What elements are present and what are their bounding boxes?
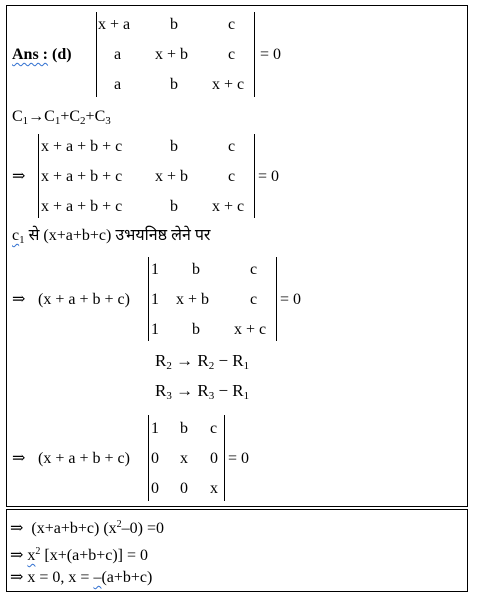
factor-out-note: $c_1$ से (x+a+b+c) उभयनिष्ठ लेने पर [12, 227, 211, 246]
det4-left-bar [148, 415, 149, 501]
det4-r3c3: x [210, 480, 218, 497]
det3-r2c2: x + b [176, 291, 210, 308]
det4-r1c3: c [210, 420, 218, 437]
det1-r3c2: b [170, 76, 178, 93]
det1-r1c1: x + a [98, 16, 131, 33]
det3-rhs: = 0 [280, 291, 302, 308]
det3-r1c2: b [192, 261, 200, 278]
det1-left-bar [96, 12, 97, 97]
det3-left-bar [148, 257, 149, 341]
det1-r2c3: c [228, 46, 236, 63]
det4-r1c2: b [180, 420, 188, 437]
implies-arrow-2: ⇒ [12, 291, 26, 308]
det4-r2c3: 0 [210, 450, 218, 467]
det1-r1c3: c [228, 16, 236, 33]
det3-r1c3: c [250, 261, 258, 278]
row-operation-1: $R_2 \to R_2 - R_1$ [155, 351, 250, 372]
det2-r3c2: b [170, 198, 178, 215]
det3-r2c3: c [250, 291, 258, 308]
det2-left-bar [38, 134, 39, 218]
det2-r2c1: x + a + b + c [41, 168, 123, 185]
det2-r1c3: c [228, 138, 236, 155]
det4-r2c2: x [180, 450, 188, 467]
det3-r3c2: b [192, 321, 200, 338]
det2-right-bar [254, 134, 255, 218]
det2-r3c3: x + c [212, 198, 245, 215]
final-line-3: ⇒ x = 0, x = –(a+b+c) [10, 569, 153, 586]
det2-r2c2: x + b [155, 168, 189, 185]
det1-rhs: = 0 [260, 46, 282, 63]
implies-arrow-3: ⇒ [12, 450, 26, 467]
det3-r3c1: 1 [151, 321, 159, 338]
det3-r1c1: 1 [151, 261, 159, 278]
det1-r1c2: b [170, 16, 178, 33]
det4-r2c1: 0 [151, 450, 159, 467]
det4-rhs: = 0 [228, 450, 250, 467]
det2-r3c1: x + a + b + c [41, 198, 123, 215]
det3-right-bar [276, 257, 277, 341]
det4-right-bar [224, 415, 225, 501]
det4-r1c1: 1 [151, 420, 159, 437]
det1-r3c1: a [114, 76, 122, 93]
det4-factor: (x + a + b + c) [38, 450, 130, 467]
implies-arrow-1: ⇒ [12, 168, 26, 185]
det1-r2c2: x + b [155, 46, 189, 63]
det3-r2c1: 1 [151, 291, 159, 308]
det3-factor: (x + a + b + c) [38, 291, 130, 308]
det2-r2c3: c [228, 168, 236, 185]
final-line-2: ⇒ $x^2$ [x+(a+b+c)] = 0 [10, 546, 149, 564]
det3-r3c3: x + c [234, 321, 267, 338]
det1-r2c1: a [114, 46, 122, 63]
det4-r3c2: 0 [180, 480, 188, 497]
row-operation-2: $R_3 \to R_3 - R_1$ [155, 381, 250, 402]
det1-right-bar [254, 12, 255, 97]
det4-r3c1: 0 [151, 480, 159, 497]
final-line-1: ⇒ (x+a+b+c) $(x^2-0) =0$ [10, 519, 165, 537]
det2-r1c1: x + a + b + c [41, 138, 123, 155]
column-operation: $C_1\to C_1+C_2+C_3$ [12, 108, 111, 127]
det2-rhs: = 0 [258, 168, 280, 185]
answer-label: Ans : (d) [12, 46, 72, 63]
det2-r1c2: b [170, 138, 178, 155]
det1-r3c3: x + c [212, 76, 245, 93]
